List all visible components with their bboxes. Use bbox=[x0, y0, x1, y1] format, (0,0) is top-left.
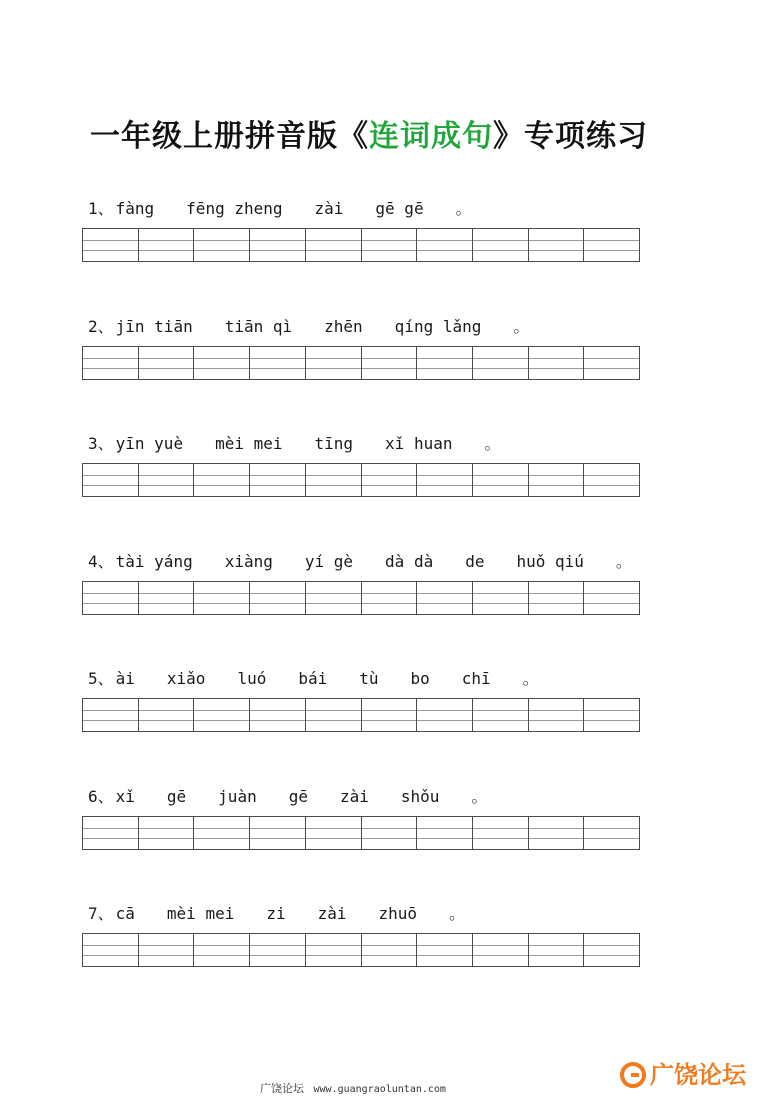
g-circle-logo-icon bbox=[620, 1062, 646, 1088]
writing-cell[interactable] bbox=[529, 582, 585, 614]
writing-cell[interactable] bbox=[250, 817, 306, 849]
writing-cell[interactable] bbox=[250, 347, 306, 379]
exercise-item bbox=[88, 668, 658, 690]
writing-cell[interactable] bbox=[529, 229, 585, 261]
writing-cell[interactable] bbox=[306, 464, 362, 496]
exercise-item bbox=[88, 198, 658, 220]
pinyin-prompt bbox=[88, 433, 658, 455]
pinyin-word: gē bbox=[288, 786, 308, 806]
item-number: 2、 bbox=[88, 316, 114, 336]
writing-cell[interactable] bbox=[584, 229, 639, 261]
writing-cell[interactable] bbox=[362, 934, 418, 966]
pinyin-word: tù bbox=[359, 669, 379, 688]
writing-cell[interactable] bbox=[529, 464, 585, 496]
pinyin-word: 。 bbox=[615, 551, 632, 571]
pinyin-word: mèi mei bbox=[215, 434, 283, 453]
writing-grid bbox=[82, 228, 640, 262]
writing-cell[interactable] bbox=[306, 934, 362, 966]
writing-cell[interactable] bbox=[83, 934, 139, 966]
writing-cell[interactable] bbox=[362, 229, 418, 261]
writing-cell[interactable] bbox=[306, 582, 362, 614]
pinyin-word: 。 bbox=[522, 669, 539, 688]
title-suffix: 》专项练习 bbox=[493, 119, 648, 154]
pinyin-word: 。 bbox=[455, 199, 472, 218]
writing-cell[interactable] bbox=[306, 817, 362, 849]
writing-cell[interactable] bbox=[417, 817, 473, 849]
title-highlight: 连词成句 bbox=[369, 119, 493, 154]
exercise-item bbox=[88, 903, 658, 925]
pinyin-word: yīn yuè bbox=[115, 434, 184, 453]
writing-cell[interactable] bbox=[473, 934, 529, 966]
writing-cell[interactable] bbox=[250, 464, 306, 496]
writing-cell[interactable] bbox=[194, 229, 250, 261]
writing-cell[interactable] bbox=[584, 699, 639, 731]
exercise-item bbox=[88, 551, 658, 573]
writing-cell[interactable] bbox=[306, 229, 362, 261]
writing-cell[interactable] bbox=[194, 817, 250, 849]
writing-grid bbox=[82, 346, 640, 380]
pinyin-word: mèi mei bbox=[166, 904, 235, 923]
pinyin-prompt bbox=[88, 668, 658, 690]
writing-cell[interactable] bbox=[194, 464, 250, 496]
pinyin-word: de bbox=[465, 551, 485, 571]
pinyin-word: cā bbox=[115, 904, 135, 923]
pinyin-word: dà dà bbox=[385, 551, 434, 571]
pinyin-word: zhēn bbox=[324, 316, 363, 336]
pinyin-word: qíng lǎng bbox=[394, 316, 482, 336]
writing-cell[interactable] bbox=[83, 464, 139, 496]
writing-cell[interactable] bbox=[473, 582, 529, 614]
writing-cell[interactable] bbox=[139, 817, 195, 849]
writing-cell[interactable] bbox=[250, 699, 306, 731]
pinyin-word: xiǎo bbox=[166, 669, 206, 688]
writing-cell[interactable] bbox=[529, 699, 585, 731]
writing-cell[interactable] bbox=[83, 817, 139, 849]
writing-grid bbox=[82, 463, 640, 497]
pinyin-prompt bbox=[88, 551, 658, 573]
pinyin-word: fàng bbox=[115, 199, 155, 218]
pinyin-word: zài bbox=[314, 199, 344, 218]
pinyin-word: luó bbox=[237, 669, 267, 688]
exercise-item bbox=[88, 316, 658, 338]
writing-cell[interactable] bbox=[250, 582, 306, 614]
item-number: 5、 bbox=[88, 669, 114, 688]
pinyin-word: gē gē bbox=[375, 199, 424, 218]
writing-cell[interactable] bbox=[584, 464, 639, 496]
writing-cell[interactable] bbox=[139, 699, 195, 731]
writing-cell[interactable] bbox=[83, 699, 139, 731]
pinyin-word: huǒ qiú bbox=[516, 551, 584, 571]
footer-site: www.guangraoluntan.com bbox=[313, 1084, 446, 1095]
writing-grid bbox=[82, 933, 640, 967]
writing-cell[interactable] bbox=[83, 582, 139, 614]
writing-cell[interactable] bbox=[83, 229, 139, 261]
writing-cell[interactable] bbox=[417, 582, 473, 614]
exercise-item bbox=[88, 433, 658, 455]
pinyin-word: 。 bbox=[513, 316, 530, 336]
pinyin-prompt bbox=[88, 316, 658, 338]
pinyin-word: xǐ huan bbox=[385, 434, 453, 453]
writing-cell[interactable] bbox=[362, 817, 418, 849]
item-number: 3、 bbox=[88, 434, 114, 453]
item-number: 6、 bbox=[88, 786, 114, 806]
pinyin-word: bo bbox=[410, 669, 430, 688]
writing-cell[interactable] bbox=[139, 934, 195, 966]
writing-cell[interactable] bbox=[362, 347, 418, 379]
title-prefix: 一年级上册拼音版《 bbox=[90, 119, 369, 154]
brand-logo bbox=[620, 1058, 746, 1092]
pinyin-word: xǐ bbox=[115, 786, 135, 806]
pinyin-word: tài yáng bbox=[115, 551, 193, 571]
writing-cell[interactable] bbox=[529, 817, 585, 849]
worksheet-title bbox=[90, 112, 730, 162]
pinyin-prompt bbox=[88, 198, 658, 220]
pinyin-word: fēng zheng bbox=[186, 199, 283, 218]
writing-cell[interactable] bbox=[139, 464, 195, 496]
logo-text: 广饶论坛 bbox=[650, 1061, 746, 1089]
writing-cell[interactable] bbox=[194, 934, 250, 966]
writing-cell[interactable] bbox=[529, 347, 585, 379]
pinyin-word: 。 bbox=[449, 904, 466, 923]
pinyin-prompt bbox=[88, 903, 658, 925]
writing-cell[interactable] bbox=[83, 347, 139, 379]
writing-cell[interactable] bbox=[584, 934, 639, 966]
item-number: 1、 bbox=[88, 199, 114, 218]
item-number: 4、 bbox=[88, 551, 114, 571]
writing-cell[interactable] bbox=[417, 934, 473, 966]
pinyin-word: zài bbox=[339, 786, 369, 806]
exercise-item bbox=[88, 786, 658, 808]
writing-cell[interactable] bbox=[194, 347, 250, 379]
writing-cell[interactable] bbox=[584, 347, 639, 379]
pinyin-word: yí gè bbox=[304, 551, 354, 571]
item-number: 7、 bbox=[88, 904, 114, 923]
pinyin-prompt bbox=[88, 786, 658, 808]
writing-cell[interactable] bbox=[473, 817, 529, 849]
footer bbox=[260, 1080, 446, 1098]
writing-cell[interactable] bbox=[306, 699, 362, 731]
writing-cell[interactable] bbox=[139, 582, 195, 614]
writing-cell[interactable] bbox=[417, 699, 473, 731]
pinyin-word: tīng bbox=[314, 434, 354, 453]
pinyin-word: juàn bbox=[218, 786, 257, 806]
pinyin-word: 。 bbox=[484, 434, 501, 453]
pinyin-word: bái bbox=[298, 669, 328, 688]
writing-cell[interactable] bbox=[139, 229, 195, 261]
writing-cell[interactable] bbox=[306, 347, 362, 379]
pinyin-word: zhuō bbox=[378, 904, 418, 923]
writing-cell[interactable] bbox=[584, 582, 639, 614]
pinyin-word: tiān qì bbox=[224, 316, 293, 336]
pinyin-word: chī bbox=[461, 669, 491, 688]
pinyin-word: zi bbox=[266, 904, 286, 923]
footer-label: 广饶论坛 bbox=[260, 1082, 304, 1095]
writing-grid bbox=[82, 816, 640, 850]
writing-cell[interactable] bbox=[362, 699, 418, 731]
writing-cell[interactable] bbox=[584, 817, 639, 849]
writing-cell[interactable] bbox=[473, 464, 529, 496]
writing-cell[interactable] bbox=[139, 347, 195, 379]
pinyin-word: shǒu bbox=[400, 786, 440, 806]
writing-cell[interactable] bbox=[194, 582, 250, 614]
writing-cell[interactable] bbox=[362, 464, 418, 496]
writing-cell[interactable] bbox=[529, 934, 585, 966]
writing-cell[interactable] bbox=[194, 699, 250, 731]
writing-cell[interactable] bbox=[473, 347, 529, 379]
writing-cell[interactable] bbox=[362, 582, 418, 614]
writing-cell[interactable] bbox=[417, 347, 473, 379]
pinyin-word: jīn tiān bbox=[115, 316, 193, 336]
pinyin-word: zài bbox=[317, 904, 347, 923]
pinyin-word: gē bbox=[166, 786, 187, 806]
pinyin-word: ài bbox=[115, 669, 135, 688]
writing-cell[interactable] bbox=[417, 464, 473, 496]
writing-cell[interactable] bbox=[473, 699, 529, 731]
writing-cell[interactable] bbox=[250, 934, 306, 966]
pinyin-word: 。 bbox=[471, 786, 488, 806]
writing-cell[interactable] bbox=[250, 229, 306, 261]
writing-grid bbox=[82, 581, 640, 615]
pinyin-word: xiàng bbox=[224, 551, 273, 571]
writing-cell[interactable] bbox=[473, 229, 529, 261]
writing-grid bbox=[82, 698, 640, 732]
writing-cell[interactable] bbox=[417, 229, 473, 261]
